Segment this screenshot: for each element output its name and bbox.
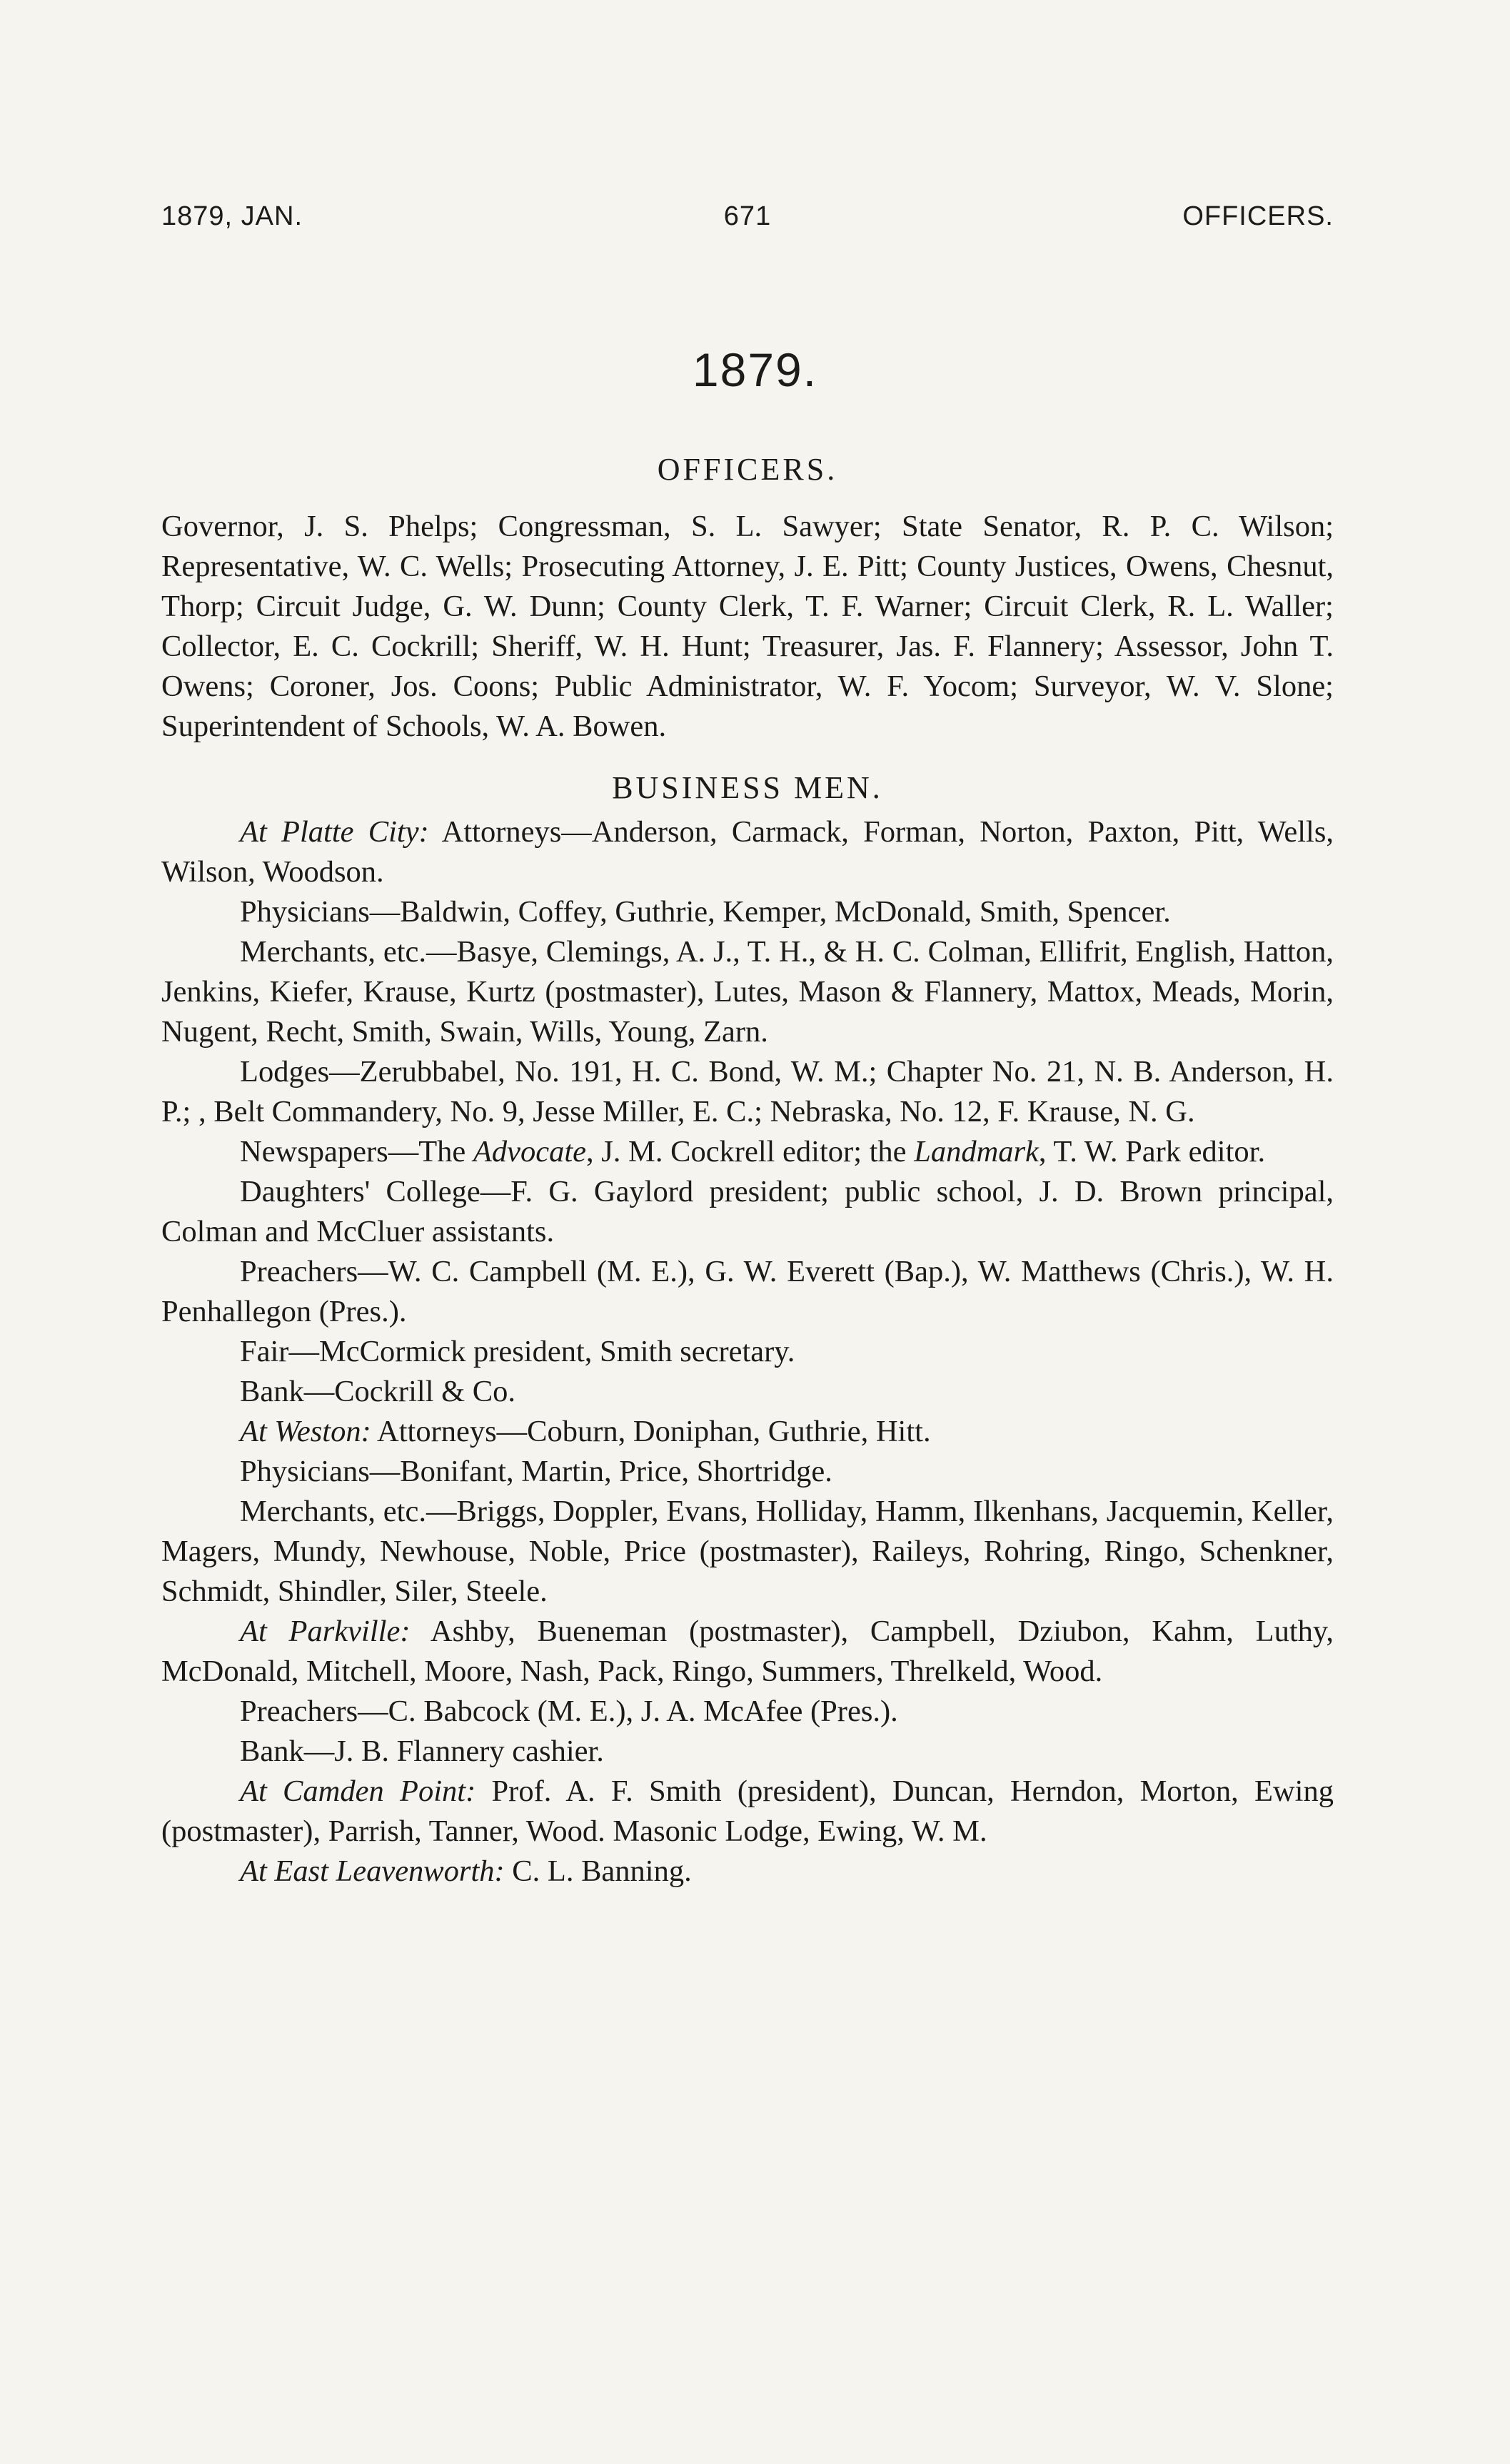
entry-text: Physicians—Baldwin, Coffey, Guthrie, Kemper, McDonald, Smith, Spencer. (240, 895, 1171, 929)
entry-text: Attorneys—Anderson, Carmack, Forman, Norton, Paxton, Pitt, Wells, Wilson, Woodson. (161, 815, 1334, 889)
entry-place: At Weston: (240, 1415, 371, 1448)
entry-text: Preachers—C. Babcock (M. E.), J. A. McAfee (Pres.). (240, 1695, 898, 1728)
entry-text: Daughters' College—F. G. Gaylord president; public school, J. D. Brown principal, Colman and McCluer assistants. (161, 1175, 1334, 1248)
entry-text: Merchants, etc.—Briggs, Doppler, Evans, Holliday, Hamm, Ilkenhans, Jacquemin, Keller, Magers, Mundy, Newhouse, Noble, Price (postmaster), Raileys, Rohring, Ringo, Schenkner, Schmidt, Shindler, Siler, Steele. (161, 1495, 1334, 1608)
entry-place: At Camden Point: (240, 1774, 476, 1808)
body-text (161, 450, 1334, 1892)
year-title: 1879. (692, 343, 818, 396)
entry-text: Prof. A. F. Smith (president), Duncan, Herndon, Morton, Ewing (postmaster), Parrish, Tanner, Wood. Masonic Lodge, Ewing, W. M. (161, 1774, 1334, 1848)
entry-text: Fair—McCormick president, Smith secretary. (240, 1335, 795, 1368)
entry-platte-city-attorneys (161, 812, 1334, 892)
running-head-date: 1879, JAN. (161, 201, 303, 231)
entry-text: Newspapers—The (240, 1135, 473, 1168)
entry-text: Bank—Cockrill & Co. (240, 1375, 516, 1408)
page-number: 671 (723, 201, 772, 231)
entry-place: At Platte City: (240, 815, 429, 849)
officers-paragraph: Governor, J. S. Phelps; Congressman, S. L. Sawyer; State Senator, R. P. C. Wilson; Representative, W. C. Wells; Prosecuting Attorney, J. E. Pitt; County Justices, Owens, Chesnut, Thorp; Circuit Judge, G. W. Dunn; County Clerk, T. F. Warner; Circuit Clerk, R. L. Waller; Collector, E. C. Cockrill; Sheriff, W. H. Hunt; Treasurer, Jas. F. Flannery; Assessor, John T. Owens; Coroner, Jos. Coons; Public Administrator, W. F. Yocom; Surveyor, W. V. Slone; Superintendent of Schools, W. A. Bowen. (161, 510, 1334, 743)
entry-east-leavenworth (161, 1852, 1334, 1892)
entry-text: Ashby, Bueneman (postmaster), Campbell, Dziubon, Kahm, Luthy, McDonald, Mitchell, Moore, Nash, Pack, Ringo, Summers, Threlkeld, Wood. (161, 1615, 1334, 1688)
entry-platte-city-college (161, 1172, 1334, 1252)
entry-text: Physicians—Bonifant, Martin, Price, Shortridge. (240, 1455, 832, 1488)
entry-weston-merchants (161, 1492, 1334, 1612)
entry-platte-city-fair (161, 1332, 1334, 1372)
entry-text: , J. M. Cockrell editor; the (586, 1135, 915, 1168)
entry-platte-city-preachers (161, 1252, 1334, 1332)
entry-text: Lodges—Zerubbabel, No. 191, H. C. Bond, W. M.; Chapter No. 21, N. B. Anderson, H. P.; , Belt Commandery, No. 9, Jesse Miller, E. C.; Nebraska, No. 12, F. Krause, N. G. (161, 1055, 1334, 1129)
entry-text: Attorneys—Coburn, Doniphan, Guthrie, Hitt. (371, 1415, 931, 1448)
entry-platte-city-physicians (161, 892, 1334, 932)
entry-place: At East Leavenworth: (240, 1854, 505, 1888)
newspaper-name-advocate: Advocate (473, 1135, 587, 1168)
business-men-heading: BUSINESS MEN. (612, 770, 883, 805)
entry-text: C. L. Banning. (504, 1854, 692, 1888)
entry-text: Bank—J. B. Flannery cashier. (240, 1735, 604, 1768)
entry-weston-attorneys (161, 1412, 1334, 1452)
entry-parkville (161, 1612, 1334, 1692)
entry-platte-city-lodges (161, 1052, 1334, 1132)
officers-heading: OFFICERS. (657, 452, 838, 487)
entry-weston-physicians (161, 1452, 1334, 1492)
newspaper-name-landmark: Landmark (914, 1135, 1039, 1168)
entry-platte-city-newspapers (161, 1132, 1334, 1172)
entry-platte-city-bank (161, 1372, 1334, 1412)
entry-platte-city-merchants (161, 932, 1334, 1052)
entry-place: At Parkville: (240, 1615, 411, 1648)
entry-text: , T. W. Park editor. (1038, 1135, 1266, 1168)
running-head-section: OFFICERS. (1182, 201, 1334, 231)
entry-parkville-preachers (161, 1692, 1334, 1732)
entry-parkville-bank (161, 1732, 1334, 1772)
running-head (161, 201, 1334, 237)
entry-camden-point (161, 1772, 1334, 1852)
entry-text: Merchants, etc.—Basye, Clemings, A. J., T. H., & H. C. Colman, Ellifrit, English, Hatton, Jenkins, Kiefer, Krause, Kurtz (postmaster), Lutes, Mason & Flannery, Mattox, Meads, Morin, Nugent, Recht, Smith, Swain, Wills, Young, Zarn. (161, 935, 1334, 1049)
entry-text: Preachers—W. C. Campbell (M. E.), G. W. Everett (Bap.), W. Matthews (Chris.), W. H. Penhallegon (Pres.). (161, 1255, 1334, 1328)
